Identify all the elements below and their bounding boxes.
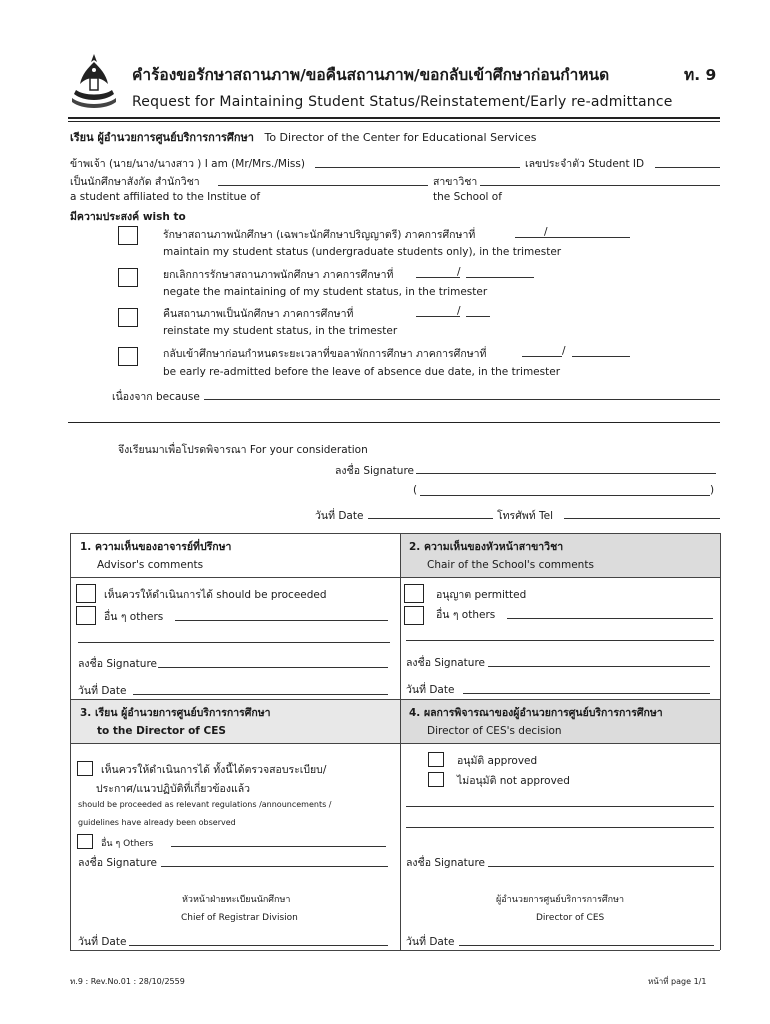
because-rule (68, 422, 720, 423)
s4-date-label: วันที่ Date (406, 936, 455, 948)
negate-term-field[interactable] (416, 277, 460, 278)
negate-en: negate the maintaining of my student status, in the trimester (163, 286, 488, 298)
applicant-tel-label: โทรศัพท์ Tel (497, 510, 554, 522)
s1-others-field[interactable] (175, 620, 388, 621)
maintain-year-field[interactable] (555, 237, 630, 238)
s1-signature-field[interactable] (158, 667, 388, 668)
name-label: ข้าพเจ้า (นาย/นาง/นางสาว ) I am (Mr/Mrs./Miss) (70, 158, 305, 170)
institute-label-th: เป็นนักศึกษาสังกัด สำนักวิชา (70, 176, 200, 188)
s3-opt1-l1: เห็นควรให้ดำเนินการได้ ทั้งนี้ได้ตรวจสอบระเบียบ/ (101, 764, 327, 776)
school-label-th: สาขาวิชา (433, 176, 478, 188)
header-rule-thick (68, 117, 720, 119)
s4-signature-label: ลงชื่อ Signature (406, 857, 485, 869)
negate-year-field[interactable] (466, 277, 534, 278)
s4-title-th: 4. ผลการพิจารณาของผู้อำนวยการศูนย์บริการการศึกษา (409, 707, 663, 719)
s3-signature-label: ลงชื่อ Signature (78, 857, 157, 869)
s2-permitted-checkbox[interactable] (404, 584, 424, 603)
s3-title-en: to the Director of CES (97, 725, 226, 737)
to-line (70, 128, 536, 146)
s3-role-th: หัวหน้าฝ่ายทะเบียนนักศึกษา (182, 895, 291, 905)
consideration-text: จึงเรียนมาเพื่อโปรดพิจารณา For your consideration (118, 444, 368, 456)
s4-date-field[interactable] (459, 945, 714, 946)
reinstate-en: reinstate my student status, in the trimester (163, 325, 398, 337)
early-readmit-term-field[interactable] (522, 356, 562, 357)
institute-label-en: a student affiliated to the Institue of (70, 191, 261, 203)
s4-opt2: ไม่อนุมัติ not approved (457, 775, 570, 787)
s2-date-label: วันที่ Date (406, 684, 455, 696)
early-readmit-checkbox[interactable] (118, 347, 138, 366)
reinstate-term-field[interactable] (416, 316, 460, 317)
maintain-en: maintain my student status (undergraduate students only), in the trimester (163, 246, 562, 258)
s1-proceed-checkbox[interactable] (76, 584, 96, 603)
student-id-label: เลขประจำตัว Student ID (525, 158, 645, 170)
s4-role-en: Director of CES (536, 913, 605, 923)
applicant-date-field[interactable] (368, 518, 493, 519)
school-label-en: the School of (433, 191, 502, 203)
early-readmit-year-field[interactable] (572, 356, 630, 357)
name-field[interactable] (315, 167, 520, 168)
s1-comment-field[interactable] (78, 642, 390, 643)
s2-opt2: อื่น ๆ others (436, 609, 496, 621)
s3-signature-field[interactable] (161, 866, 388, 867)
applicant-signature-label: ลงชื่อ Signature (335, 465, 414, 477)
s4-not-approved-checkbox[interactable] (428, 772, 444, 787)
s1-opt1: เห็นควรให้ดำเนินการได้ should be proceeded (104, 589, 327, 601)
to-label-th: เรียน ผู้อำนวยการศูนย์บริการการศึกษา (70, 131, 254, 144)
negate-checkbox[interactable] (118, 268, 138, 287)
applicant-printed-name-field[interactable] (420, 495, 710, 496)
s2-title-en: Chair of the School's comments (427, 559, 594, 571)
school-field[interactable] (480, 185, 720, 186)
s3-opt2: อื่น ๆ Others (101, 839, 154, 849)
s4-role-th: ผู้อำนวยการศูนย์บริการการศึกษา (496, 895, 625, 905)
s4-signature-field[interactable] (488, 866, 714, 867)
s1-others-checkbox[interactable] (76, 606, 96, 625)
s1-title-th: 1. ความเห็นของอาจารย์ที่ปรึกษา (80, 541, 232, 553)
s1-signature-label: ลงชื่อ Signature (78, 658, 157, 670)
s3-opt1-l2: ประกาศ/แนวปฏิบัติที่เกี่ยวข้องแล้ว (96, 783, 251, 795)
s2-others-field[interactable] (507, 618, 713, 619)
s2-others-checkbox[interactable] (404, 606, 424, 625)
s3-title-th: 3. เรียน ผู้อำนวยการศูนย์บริการการศึกษา (80, 707, 271, 719)
s3-date-label: วันที่ Date (78, 936, 127, 948)
university-emblem-icon (70, 52, 118, 112)
s1-date-field[interactable] (133, 694, 388, 695)
form-code: ท. 9 (684, 66, 717, 84)
s4-opt1: อนุมัติ approved (457, 755, 538, 767)
header-rule-thin (68, 121, 720, 122)
maintain-checkbox[interactable] (118, 226, 138, 245)
s3-date-field[interactable] (129, 945, 388, 946)
because-field[interactable] (204, 399, 720, 400)
s4-comment-field-2[interactable] (406, 827, 714, 828)
s2-opt1: อนุญาต permitted (436, 589, 527, 601)
s1-date-label: วันที่ Date (78, 685, 127, 697)
s4-approved-checkbox[interactable] (428, 752, 444, 767)
s3-others-checkbox[interactable] (77, 834, 93, 849)
s1-title-en: Advisor's comments (97, 559, 204, 571)
title-en: Request for Maintaining Student Status/Reinstatement/Early re-admittance (132, 94, 673, 110)
purpose-label: มีความประสงค์ wish to (70, 211, 186, 223)
s2-comment-field[interactable] (406, 640, 714, 641)
reinstate-year-field[interactable] (466, 316, 490, 317)
reinstate-th: คืนสถานภาพเป็นนักศึกษา ภาคการศึกษาที่ (163, 308, 354, 320)
s2-date-field[interactable] (463, 693, 710, 694)
s3-opt1-en-l2: guidelines have already been observed (78, 818, 236, 827)
s3-proceed-checkbox[interactable] (77, 761, 93, 776)
early-readmit-th: กลับเข้าศึกษาก่อนกำหนดระยะเวลาที่ขอลาพักการศึกษา ภาคการศึกษาที่ (163, 348, 487, 360)
s3-role-en: Chief of Registrar Division (181, 913, 298, 923)
student-id-field[interactable] (655, 167, 720, 168)
footer-revision: ท.9 : Rev.No.01 : 28/10/2559 (70, 977, 185, 986)
s2-signature-field[interactable] (488, 666, 710, 667)
s4-comment-field-1[interactable] (406, 806, 714, 807)
to-label-en: To Director of the Center for Educational Services (264, 131, 537, 144)
title-th: คำร้องขอรักษาสถานภาพ/ขอคืนสถานภาพ/ขอกลับเข้าศึกษาก่อนกำหนด (132, 66, 610, 84)
s1-opt2: อื่น ๆ others (104, 611, 164, 623)
footer-page: หน้าที่ page 1/1 (648, 977, 707, 986)
reinstate-checkbox[interactable] (118, 308, 138, 327)
s2-title-th: 2. ความเห็นของหัวหน้าสาขาวิชา (409, 541, 564, 553)
s4-title-en: Director of CES's decision (427, 725, 562, 737)
maintain-th: รักษาสถานภาพนักศึกษา (เฉพาะนักศึกษาปริญญาตรี) ภาคการศึกษาที่ (163, 229, 476, 241)
early-readmit-en: be early re-admitted before the leave of absence due date, in the trimester (163, 366, 561, 378)
s3-opt1-en-l1: should be proceeded as relevant regulations /announcements / (78, 800, 332, 809)
maintain-term-field[interactable] (515, 237, 555, 238)
because-label: เนื่องจาก because (112, 391, 200, 403)
institute-field[interactable] (218, 185, 428, 186)
s2-signature-label: ลงชื่อ Signature (406, 657, 485, 669)
s3-others-field[interactable] (171, 846, 386, 847)
negate-th: ยกเลิกการรักษาสถานภาพนักศึกษา ภาคการศึกษาที่ (163, 269, 394, 281)
applicant-date-label: วันที่ Date (315, 510, 364, 522)
applicant-signature-field[interactable] (416, 473, 716, 474)
applicant-tel-field[interactable] (564, 518, 720, 519)
